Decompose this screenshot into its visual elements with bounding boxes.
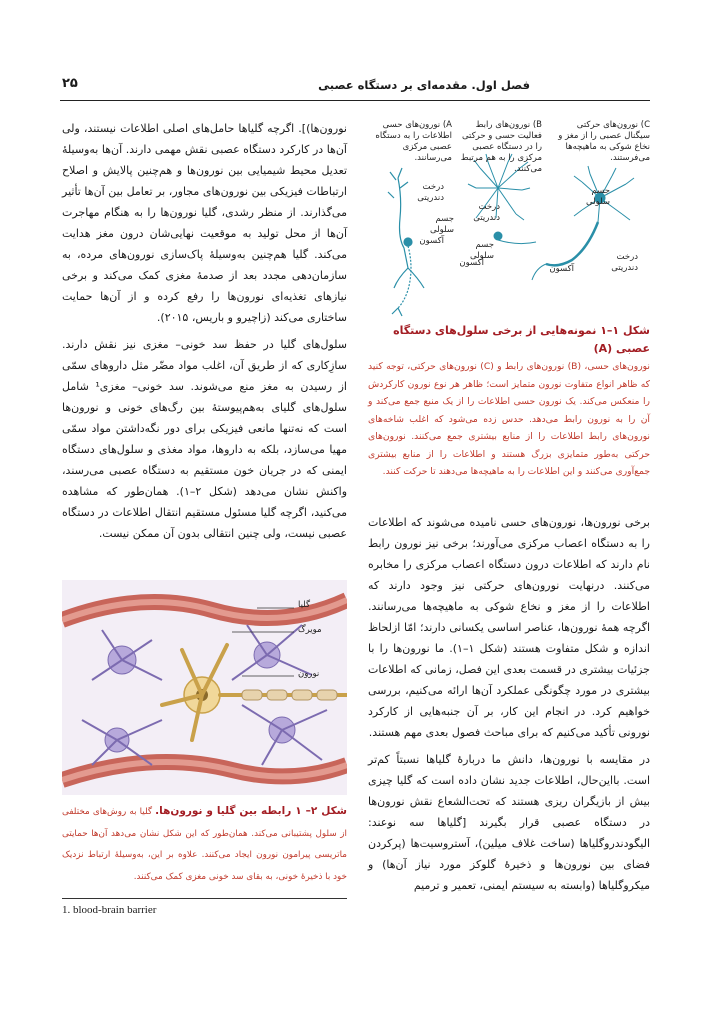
page-number: ۲۵ xyxy=(62,76,78,91)
figure2-caption xyxy=(62,800,347,886)
figure2-caption-title: شکل ۲– ۱ رابطه بین گلیا و نورون‌ها. xyxy=(155,805,348,817)
figure-label-a: A) نورون‌های حسی اطلاعات را به دستگاه عصبی مرکزی می‌رسانند. xyxy=(375,120,452,163)
figure-label-c: C) نورون‌های حرکتی سیگنال عصبی را از مغز و نخاع شوکی به ماهیچه‌ها می‌فرستند. xyxy=(558,120,650,163)
paragraph: برخی نورون‌ها، نورون‌های حسی نامیده می‌شوند که اطلاعات را به دستگاه اعصاب مرکزی می‌آورند؛ برخی نیز نورون رابط نام دارند که اطلاعات درون دستگاه اعصاب مرکزی را مخابره می‌کنند. درنهایت نورون‌های حرکتی نیز وجود دارند که اطلاعات را از مغز و نخاع شوکی به ماهیچه‌ها می‌رسانند. اگرچه همهٔ نورون‌ها، عناصر اساسی یکسانی دارند؛ امّا ازلحاظ اندازه و شکل متفاوت هستند (شکل ۱–۱). ما نورون‌ها را با جزئیات بیشتری در قسمت بعدی این فصل، زمانی که اطلاعات بیشتری در مورد چگونگی عملکرد آن‌ها ارائه می‌کنیم، بررسی خواهیم کرد. در انجام این کار، بر آن جنبه‌هایی از کارکرد نورونی تأکید می‌کنیم که برای مباحث فصول بعدی مهم هستند. xyxy=(368,516,650,739)
figure1-caption-body: نورون‌های حسی، (B) نورون‌های رابط و (C) نورون‌های حرکتی، توجه کنید که ظاهر انواع متفاوت نورون متمایز است؛ ظاهر هر نوع نورون کارکردش را منعکس می‌کند. یک نورون حسی اطلاعات را از یک منبع جمع می‌کند و آن را به نورون رابط می‌دهد. حدس زده می‌شود که اغلب شاخه‌های نورون‌های رابط اطلاعات را از منابع بیشتری جمع می‌کنند. نورون‌های حرکتی به‌طور متمایزی بزرگ هستند و اطلاعات را از منابع بیشتری جمع‌آوری می‌کنند و این اطلاعات را به ماهیچه‌ها می‌دهند تا حرکت کنند. xyxy=(368,361,650,477)
label-axon-b: آکسون xyxy=(459,258,484,268)
left-column xyxy=(62,118,347,550)
right-column xyxy=(368,512,650,902)
label-dendrite-a: درخت دندریتی xyxy=(417,182,444,203)
neuron-types-figure xyxy=(368,118,650,318)
chapter-title: فصل اول. مقدمه‌ای بر دستگاه عصبی xyxy=(318,78,530,92)
paragraph: نورون‌ها)]. اگرچه گلیاها حامل‌های اصلی اطلاعات نیستند، ولی آن‌ها در کارکرد دستگاه عصبی نقش مهمی دارند. آن‌ها به‌وسیلهٔ تعدیل محیط شیمیایی بین نورون‌ها و هم‌چنین پالایش و اصلاح ارتباطات فیزیکی بین نورون‌های مجاور، بر تعامل بین آن‌ها تأثیر می‌گذارند. از منظر رشدی، گلیا نورون‌ها را به هنگام مهاجرت آن‌ها از محل تولید به موقعیت نهایی‌شان درون مغز هدایت می‌کند. گلیا هم‌چنین به‌وسیلهٔ پاک‌سازی نورون‌های مرده، به سازمان‌دهی مجدد بعد از صدمهٔ مغزی کمک می‌کند و برخی نیازهای تغذیه‌ای نورون‌ها را رفع کرده و از آن‌ها حمایت ساختاری می‌کند (زاچیرو و باریس، ۲۰۱۵). xyxy=(62,122,347,324)
paragraph: سلول‌های گلیا در حفظ سد خونی– مغزی نیز نقش دارند. سازِکاری که از طریق آن، اغلب مواد مضّر مثل داروهای سمّی از رسیدن به مغز منع می‌شوند. سد خونی– مغزی¹ شامل سلول‌های گلیای به‌هم‌پیوستهٔ بین رگ‌های خونی و نورون‌ها است که نه‌تنها مانعی فیزیکی برای دور نگه‌داشتن مواد سمّی مهیا می‌سازد، بلکه به داروها، مواد مغذی و سلول‌های دستگاه ایمنی که در جریان خون مستقیم به دستگاه عصبی می‌رسند، واکنش نشان می‌دهد (شکل ۲–۱). همان‌طور که مشاهده می‌کنید، اگرچه گلیا مسئول مستقیم انتقال اطلاعات در دستگاه عصبی نیست، ولی چنین انتقالی بدون آن ممکن نیست. xyxy=(62,338,348,540)
label-axon-c: آکسون xyxy=(549,264,574,274)
footnote: 1. blood-brain barrier xyxy=(62,904,157,916)
label-blood-vessel: مویرگ xyxy=(298,625,322,635)
label-soma-a: جسم سلولی xyxy=(429,214,454,235)
label-dendrite-b: درخت دندریتی xyxy=(473,202,500,223)
figure1-caption-title: شکل ۱–۱ نمونه‌هایی از برخی سلول‌های دستگاه عصبی (A) xyxy=(393,324,650,355)
label-soma-c: جسم سلولی xyxy=(585,186,610,207)
footnote-divider xyxy=(62,898,347,899)
paragraph: در مقایسه با نورون‌ها، دانش ما دربارهٔ گلیاها نسبتاً کم‌تر است. بااین‌حال، اطلاعات جدید نشان داده است که گلیا چیزی بیش از بازیگران ریزی هستند که تحت‌الشعاع نقش نورون‌ها در دستگاه عصبی قرار بگیرند [گلیاها سه نوعند: الیگودندروگلیاها (ساخت غلاف میلین)، آستروسیت‌ها (پرکردن فضای بین نورون‌ها و ذخیرهٔ گلوکز مورد نیاز آن‌ها) و میکروگلیاها (وابسته به سیستم ایمنی، تعمیر و ترمیم xyxy=(368,753,650,892)
glia-neuron-illustration xyxy=(62,580,347,795)
label-dendrite-c: درخت دندریتی xyxy=(611,252,638,273)
label-axon-a: آکسون xyxy=(419,236,444,246)
label-glia: گلیا xyxy=(298,600,311,610)
label-neuron: نورون xyxy=(298,669,320,679)
figure-label-b: B) نورون‌های رابط فعالیت حسی و حرکتی را در دستگاه عصبی مرکزی را به هم مرتبط می‌کنند. xyxy=(460,120,542,174)
label-soma-b: جسم سلولی xyxy=(469,240,494,261)
glia-neuron-figure xyxy=(62,580,347,795)
header-divider xyxy=(60,100,650,101)
figure1-caption xyxy=(368,322,650,481)
figure2-caption-body: گلیا به روش‌های مختلفی از سلول پشتیبانی می‌کند. همان‌طور که این شکل نشان می‌دهد آن‌ها حمایتی ماتریسی پیرامون نورون ایجاد می‌کنند. علاوه بر این، به‌وسیلهٔ ارتباط نزدیک خود با ذخیرهٔ خونی، به بقای سد خونی مغزی کمک می‌کنند. xyxy=(62,807,347,882)
